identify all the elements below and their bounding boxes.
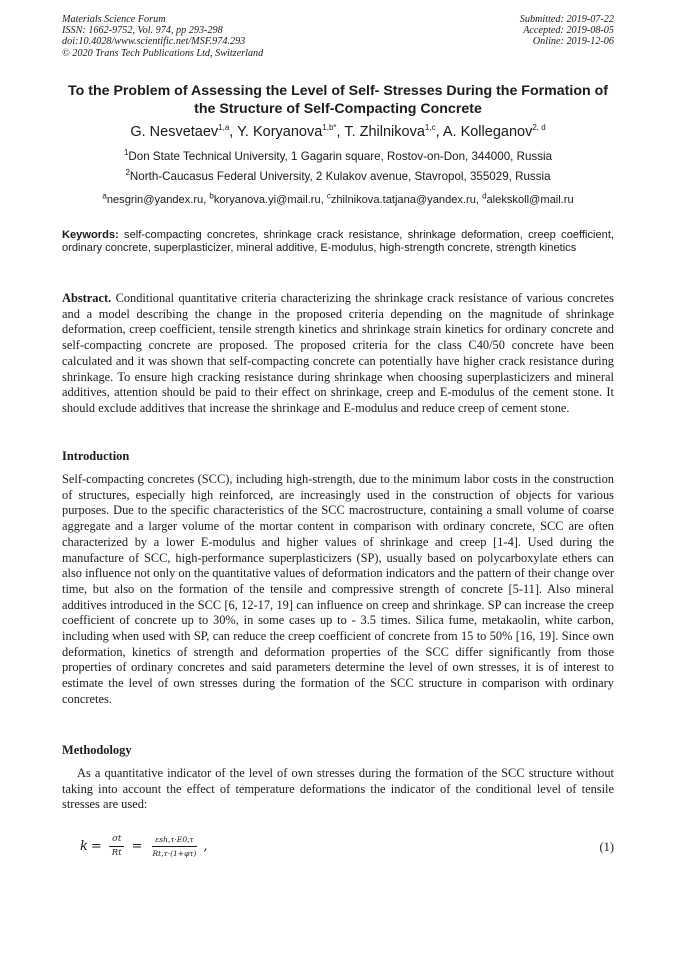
issn-line: ISSN: 1662-9752, Vol. 974, pp 293-298 (62, 25, 223, 37)
author-name: G. Nesvetaev (130, 124, 219, 140)
equation-comma: , (203, 839, 208, 854)
email-address[interactable]: nesgrin@yandex.ru, (106, 194, 210, 206)
journal-header-right (520, 14, 614, 48)
submitted-date: Submitted: 2019-07-22 (519, 14, 614, 25)
abstract-label: Abstract. (62, 291, 112, 305)
author-sep: , (229, 124, 238, 140)
keywords-text: self-compacting concretes, shrinkage crack resistance, shrinkage deformation, creep coefficient, ordinary concrete, superplasticizer, mineral additive, E-modulus, high-strength concrete, strength kinetics (62, 229, 614, 255)
author-sup: 1,c (424, 123, 436, 133)
author-name: T. Zhilnikova (344, 124, 425, 140)
fraction-denominator: Rt,τ·(1+φτ) (152, 849, 197, 858)
author-name: A. Kolleganov (442, 124, 533, 140)
email-address[interactable]: alekskoll@mail.ru (486, 194, 574, 206)
author-sup: 1,a (218, 123, 230, 133)
email-sup: c (326, 191, 331, 201)
fraction-stress-strength (109, 834, 125, 859)
fraction-deformation (150, 834, 200, 859)
affiliation-sup: 2 (125, 168, 130, 178)
equation-body (80, 834, 208, 859)
fraction-denominator: Rt (111, 848, 122, 858)
email-address[interactable]: koryanova.yi@mail.ru, (213, 194, 327, 206)
accepted-date: Accepted: 2019-08-05 (523, 25, 614, 37)
affiliation-text: North-Caucasus Federal University, 2 Kulakov avenue, Stavropol, 355029, Russia (129, 170, 551, 183)
introduction-heading: Introduction (62, 449, 130, 463)
online-date: Online: 2019-12-06 (532, 36, 614, 48)
keywords-label: Keywords: (62, 229, 119, 241)
equals-sign: = (90, 839, 102, 854)
methodology-heading: Methodology (62, 743, 132, 757)
affiliation-1 (62, 150, 614, 164)
journal-name: Materials Science Forum (62, 14, 166, 25)
affiliation-sup: 1 (123, 148, 129, 158)
author-sep: , (435, 124, 443, 140)
email-list (62, 193, 614, 207)
paper-title: To the Problem of Assessing the Level of Self- Stresses During the Formation of the Structure of Self-Compacting Concrete (68, 83, 608, 117)
copyright-line: © 2020 Trans Tech Publications Ltd, Switzerland (62, 47, 264, 59)
email-sup: a (102, 191, 107, 201)
email-sup: b (209, 191, 214, 201)
doi-line[interactable]: doi:10.4028/www.scientific.net/MSF.974.293 (62, 36, 246, 48)
methodology-paragraph: As a quantitative indicator of the level of own stresses during the formation of the SCC structure without taking into account the effect of temperature deformations the indicator of the conditional level of tensile stresses are used: (62, 766, 614, 812)
fraction-numerator: εsh,τ·E0,τ (152, 834, 196, 847)
author-sup: 1,b* (322, 123, 337, 133)
equation-1 (62, 830, 614, 870)
author-name: Y. Koryanova (237, 124, 323, 140)
abstract-block (62, 291, 614, 417)
email-address[interactable]: zhilnikova.tatjana@yandex.ru, (330, 194, 483, 206)
author-sep: , (336, 124, 345, 140)
journal-header-left (62, 14, 263, 59)
affiliation-2 (62, 170, 614, 184)
author-list (62, 123, 614, 141)
equation-lhs: k (80, 839, 88, 854)
keywords-block (62, 229, 614, 256)
equation-number: (1) (599, 840, 614, 854)
email-sup: d (482, 191, 487, 201)
abstract-text: Conditional quantitative criteria characterizing the shrinkage crack resistance of various concretes and a model describing the change in the proposed criteria depending on the magnitude of shrinkage deformation, creep coefficient, tensile strength kinetics and shrinkage strain kinetics for ordinary concrete and self-compacting concrete are proposed. The proposed criteria for the class C40/50 concrete have been calculated and it was shown that self-compacting concrete can potentially have higher crack resistance during shrinkage. To ensure high cracking resistance during shrinkage when choosing superplasticizers and mineral additives, attention should be paid to their effect on shrinkage, creep and E-modulus of the cement stone. It should exclude additives that increase the shrinkage and E-modulus and reduce creep of cement stone. (62, 291, 614, 415)
fraction-numerator: σt (109, 834, 124, 847)
introduction-paragraph: Self-compacting concretes (SCC), including high-strength, due to the minimum labor costs in the construction of structures, especially high reinforced, are increasingly used in the construction of objects for various purposes. Due to the specific characteristics of the SCC macrostructure, containing a small volume of coarse aggregate and a larger volume of the mortar content in comparison with ordinary concrete, SCC are often characterized by a lower E-modulus and higher values of shrinkage and creep [1-4]. Used during the manufacture of SCC, high-performance superplasticizers (SP), usually based on polycarboxylate ethers can also influence not only on the quantitative values of deformation indicators and the pattern of their change over time, but also on the formation of the tensile and compressive strength of concrete [5-11]. Also mineral additives introduced in the SCC [6, 12-17, 19] can influence on creep and shrinkage. SP can increase the creep coefficient of concrete up to 30%, in some cases up to - 3.5 times. Silica fume, metakaolin, white carbon, including when used with SP, can reduce the creep coefficient of concrete from 15 to 50% [16, 19]. Since own deformation, kinetics of strength and deformation properties of the SCC differ significantly from those properties of ordinary concretes and said parameters determine the level of own stresses, it is of interest to estimate the level of own stresses during the formation of the SCC structure in comparison with ordinary concretes. (62, 472, 614, 706)
affiliation-text: Don State Technical University, 1 Gagarin square, Rostov-on-Don, 344000, Russia (128, 150, 553, 163)
author-sup: 2, d (532, 123, 546, 133)
equals-sign: = (131, 839, 143, 854)
